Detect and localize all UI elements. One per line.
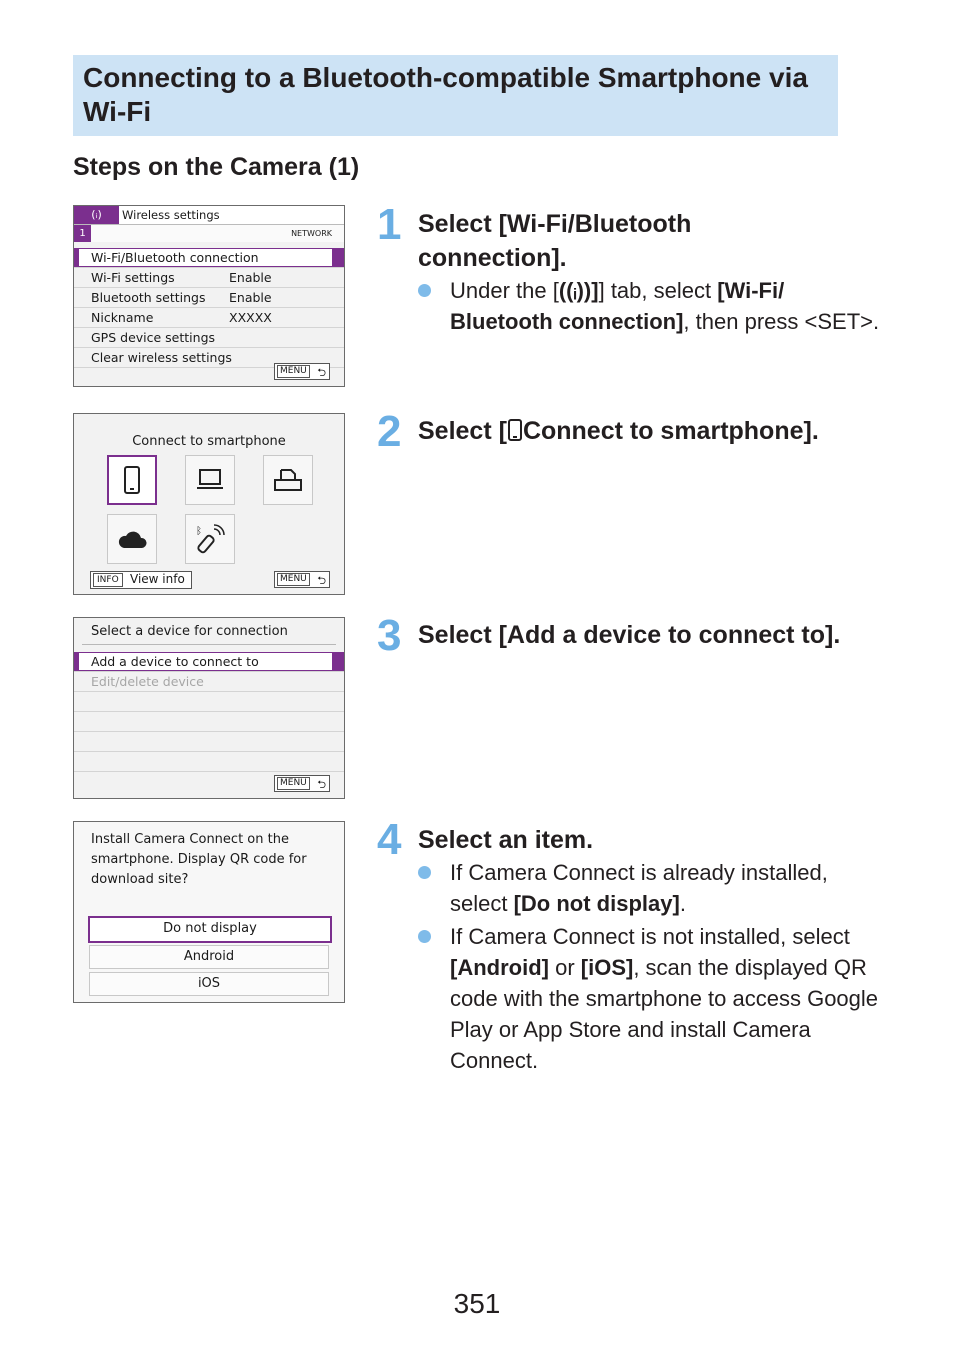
- step-title: [418, 414, 888, 448]
- smartphone-icon: [507, 418, 523, 442]
- text: If Camera Connect is already installed, select: [450, 860, 828, 916]
- step-bullet: [418, 275, 880, 370]
- row-value: Enable: [229, 270, 272, 285]
- menu-row-nickname[interactable]: [74, 308, 344, 328]
- edit-delete-device-row: [74, 672, 344, 692]
- menu-row-wifi-settings[interactable]: [74, 268, 344, 288]
- text: , scan the displayed QR code with the smartphone to access Google Play or App Store and install Camera Connect.: [450, 955, 879, 1073]
- step-number: 1: [377, 200, 402, 249]
- back-icon: ⮌: [317, 778, 326, 791]
- printer-option[interactable]: [263, 455, 313, 505]
- android-button[interactable]: Android: [89, 945, 329, 969]
- network-label: NETWORK: [291, 229, 332, 238]
- divider: [82, 644, 336, 645]
- printer-icon: [273, 466, 303, 494]
- page-number: 351: [453, 1288, 501, 1319]
- set-button-label: <SET>: [804, 309, 873, 334]
- bullet-text: [450, 921, 880, 1076]
- menu-row-wifi-bluetooth[interactable]: [74, 248, 344, 268]
- step-bullet: [418, 921, 879, 1081]
- cloud-option[interactable]: [107, 514, 157, 564]
- page-title: Connecting to a Bluetooth-compatible Smartphone via Wi-Fi: [83, 62, 808, 127]
- tab-number[interactable]: 1: [74, 225, 91, 242]
- smartphone-icon: [121, 465, 143, 495]
- remote-option[interactable]: [185, 514, 235, 564]
- wireless-tab-icon: ((ᵢ)): [558, 278, 592, 303]
- row-label: Wi-Fi/Bluetooth connection: [91, 250, 259, 265]
- add-device-row[interactable]: [74, 652, 344, 672]
- bullet-dot-icon: [418, 866, 431, 879]
- text: Connect to smartphone].: [522, 417, 819, 445]
- menu-back-button[interactable]: [274, 363, 330, 380]
- empty-row: [74, 752, 344, 772]
- screen-connect-to-smartphone: [73, 413, 345, 595]
- back-icon: ⮌: [317, 366, 326, 379]
- step-title: Select [Wi-Fi/Bluetooth connection].: [418, 210, 692, 272]
- menu-back-button[interactable]: [274, 571, 330, 588]
- menu-row-bluetooth-settings[interactable]: [74, 288, 344, 308]
- laptop-icon: [195, 467, 225, 493]
- cloud-icon: [116, 528, 148, 550]
- row-label: Nickname: [91, 310, 154, 325]
- row-value: XXXXX: [229, 310, 272, 325]
- bold-text: [Android]: [450, 955, 549, 980]
- text: ] tab, select: [598, 278, 718, 303]
- section-heading: Steps on the Camera (1): [73, 153, 360, 181]
- step-title: Select an item.: [418, 826, 594, 854]
- screen-caption: Connect to smartphone: [132, 434, 286, 449]
- bold-text: [Wi-Fi/ Bluetooth connection]: [450, 278, 785, 334]
- do-not-display-button[interactable]: Do not display: [88, 916, 332, 943]
- text: or: [548, 955, 581, 980]
- menu-row-gps[interactable]: [74, 328, 344, 348]
- step-bullet: [418, 857, 868, 919]
- step-title: Select [Add a device to connect to].: [418, 621, 841, 649]
- step-number: 3: [377, 611, 402, 660]
- screen-wireless-settings: [73, 205, 345, 387]
- text: , then press: [683, 309, 805, 334]
- bluetooth-remote-icon: [194, 523, 226, 555]
- bold-text: [iOS]: [580, 955, 634, 980]
- bullet-dot-icon: [418, 284, 431, 297]
- back-icon: ⮌: [317, 574, 326, 587]
- row-label: Bluetooth settings: [91, 290, 206, 305]
- row-label: Edit/delete device: [91, 674, 204, 689]
- svg-text:ᛒ: ᛒ: [196, 526, 202, 537]
- menu-label: MENU: [277, 573, 310, 586]
- wireless-tab-icon[interactable]: (ᵢ): [74, 206, 119, 224]
- screen-install-camera-connect: [73, 821, 345, 1003]
- row-label: Wi-Fi settings: [91, 270, 175, 285]
- text: .: [872, 309, 880, 334]
- info-label: INFO: [93, 573, 123, 587]
- step-number: 2: [377, 407, 402, 456]
- row-label: Add a device to connect to: [91, 654, 259, 669]
- screen-select-device: [73, 617, 345, 799]
- text: Select [: [418, 417, 507, 445]
- empty-row: [74, 732, 344, 752]
- bullet-dot-icon: [418, 930, 431, 943]
- ios-button[interactable]: iOS: [89, 972, 329, 996]
- text: Under the [: [450, 278, 559, 303]
- empty-row: [74, 712, 344, 732]
- text: .: [679, 891, 686, 916]
- step-number: 4: [377, 815, 402, 864]
- computer-option[interactable]: [185, 455, 235, 505]
- screen-heading: Select a device for connection: [91, 624, 288, 639]
- menu-back-button[interactable]: [274, 775, 330, 792]
- smartphone-option[interactable]: [107, 455, 157, 505]
- view-info-label: View info: [130, 572, 185, 586]
- bullet-text: [450, 857, 880, 919]
- menu-label: MENU: [277, 777, 310, 790]
- title-banner: [73, 55, 838, 136]
- screen-message: Install Camera Connect on the smartphone. Display QR code for download site?: [91, 832, 307, 887]
- row-value: Enable: [229, 290, 272, 305]
- empty-row: [74, 692, 344, 712]
- view-info-button[interactable]: [90, 571, 192, 589]
- bold-text: [Do not display]: [513, 891, 680, 916]
- row-label: GPS device settings: [91, 330, 216, 345]
- menu-label: MENU: [277, 365, 310, 378]
- row-label: Clear wireless settings: [91, 350, 232, 365]
- tab-name: Wireless settings: [122, 208, 220, 222]
- bullet-text: Under the [((ᵢ))]] tab, select [Wi-Fi/ Bluetooth connection], then press <SET>.: [450, 278, 880, 334]
- text: If Camera Connect is not installed, select: [450, 924, 850, 949]
